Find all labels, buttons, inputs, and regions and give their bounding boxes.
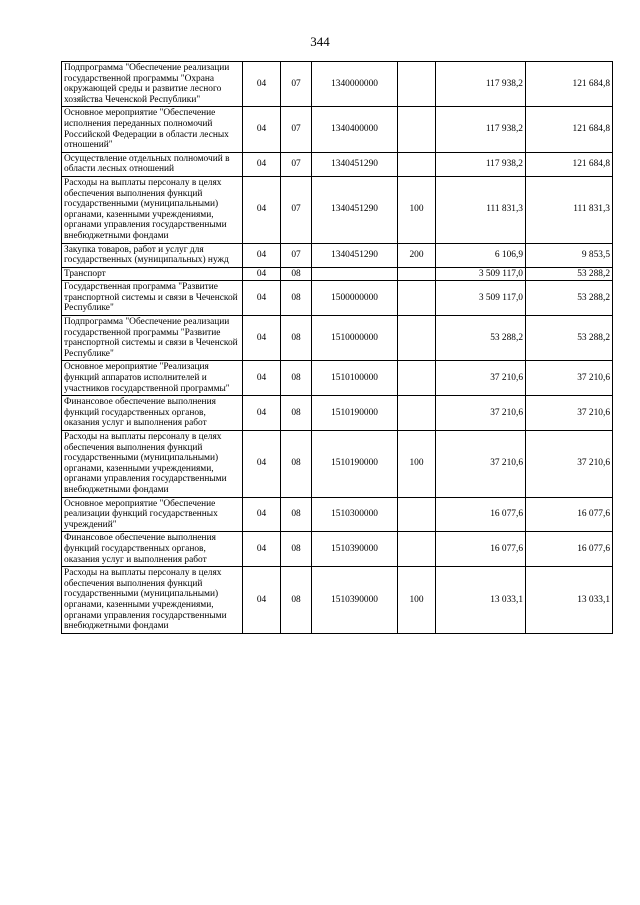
row-expense-type — [398, 361, 436, 396]
row-amount-year-2: 121 684,8 — [526, 107, 613, 152]
row-name: Осуществление отдельных полномочий в области лесных отношений — [62, 152, 243, 176]
row-amount-year-2: 53 288,2 — [526, 267, 613, 281]
row-amount-year-1: 53 288,2 — [436, 316, 526, 361]
row-target-article: 1510000000 — [312, 316, 398, 361]
row-target-article: 1510390000 — [312, 532, 398, 567]
row-amount-year-1: 13 033,1 — [436, 567, 526, 634]
table-row — [62, 243, 613, 267]
row-amount-year-2: 37 210,6 — [526, 431, 613, 498]
row-subsection-code: 08 — [281, 316, 312, 361]
row-subsection-code: 07 — [281, 62, 312, 107]
row-expense-type — [398, 316, 436, 361]
row-section-code: 04 — [243, 176, 281, 243]
row-subsection-code: 08 — [281, 532, 312, 567]
row-expense-type — [398, 62, 436, 107]
row-name: Подпрограмма "Обеспечение реализации государственной программы "Развитие транспортной системы и связи в Чеченской Республике" — [62, 316, 243, 361]
row-section-code: 04 — [243, 316, 281, 361]
row-target-article: 1340451290 — [312, 243, 398, 267]
row-subsection-code: 07 — [281, 107, 312, 152]
row-target-article: 1340400000 — [312, 107, 398, 152]
row-section-code: 04 — [243, 107, 281, 152]
row-subsection-code: 08 — [281, 567, 312, 634]
row-amount-year-2: 111 831,3 — [526, 176, 613, 243]
row-section-code: 04 — [243, 431, 281, 498]
row-amount-year-2: 16 077,6 — [526, 532, 613, 567]
row-amount-year-2: 13 033,1 — [526, 567, 613, 634]
table-row — [62, 152, 613, 176]
row-section-code: 04 — [243, 281, 281, 316]
row-section-code: 04 — [243, 497, 281, 532]
row-amount-year-1: 6 106,9 — [436, 243, 526, 267]
row-name: Транспорт — [62, 267, 243, 281]
row-amount-year-1: 16 077,6 — [436, 532, 526, 567]
row-section-code: 04 — [243, 361, 281, 396]
row-expense-type: 100 — [398, 567, 436, 634]
row-name: Закупка товаров, работ и услуг для государственных (муниципальных) нужд — [62, 243, 243, 267]
row-name: Финансовое обеспечение выполнения функций государственных органов, оказания услуг и выполнения работ — [62, 532, 243, 567]
row-section-code: 04 — [243, 152, 281, 176]
row-name: Государственная программа "Развитие транспортной системы и связи в Чеченской Республике" — [62, 281, 243, 316]
row-subsection-code: 08 — [281, 281, 312, 316]
row-name: Расходы на выплаты персоналу в целях обеспечения выполнения функций государственными (муниципальными) органами, казенными учреждениями, органами управления государственными внебюджетными фондами — [62, 431, 243, 498]
row-amount-year-2: 37 210,6 — [526, 396, 613, 431]
table-row — [62, 361, 613, 396]
row-amount-year-1: 3 509 117,0 — [436, 281, 526, 316]
table-row — [62, 497, 613, 532]
budget-table — [61, 61, 613, 634]
row-name: Основное мероприятие "Обеспечение реализации функций государственных учреждений" — [62, 497, 243, 532]
row-expense-type: 200 — [398, 243, 436, 267]
row-expense-type — [398, 532, 436, 567]
row-expense-type — [398, 152, 436, 176]
row-expense-type — [398, 497, 436, 532]
row-name: Основное мероприятие "Обеспечение исполнения переданных полномочий Российской Федерации в области лесных отношений" — [62, 107, 243, 152]
row-target-article: 1510190000 — [312, 396, 398, 431]
table-row — [62, 107, 613, 152]
row-section-code: 04 — [243, 243, 281, 267]
row-subsection-code: 08 — [281, 497, 312, 532]
row-amount-year-1: 16 077,6 — [436, 497, 526, 532]
table-row — [62, 316, 613, 361]
row-target-article: 1340000000 — [312, 62, 398, 107]
row-amount-year-1: 37 210,6 — [436, 361, 526, 396]
row-expense-type — [398, 107, 436, 152]
row-amount-year-1: 117 938,2 — [436, 62, 526, 107]
row-amount-year-2: 121 684,8 — [526, 62, 613, 107]
row-subsection-code: 08 — [281, 361, 312, 396]
row-amount-year-2: 16 077,6 — [526, 497, 613, 532]
table-row — [62, 396, 613, 431]
table-row — [62, 281, 613, 316]
row-amount-year-1: 37 210,6 — [436, 431, 526, 498]
row-subsection-code: 07 — [281, 243, 312, 267]
row-subsection-code: 08 — [281, 431, 312, 498]
row-amount-year-1: 117 938,2 — [436, 152, 526, 176]
budget-table-body — [62, 62, 613, 634]
row-subsection-code: 08 — [281, 267, 312, 281]
row-name: Финансовое обеспечение выполнения функций государственных органов, оказания услуг и выполнения работ — [62, 396, 243, 431]
row-subsection-code: 08 — [281, 396, 312, 431]
table-row — [62, 267, 613, 281]
table-row — [62, 567, 613, 634]
row-section-code: 04 — [243, 567, 281, 634]
row-amount-year-1: 3 509 117,0 — [436, 267, 526, 281]
row-amount-year-2: 53 288,2 — [526, 316, 613, 361]
row-amount-year-2: 9 853,5 — [526, 243, 613, 267]
row-section-code: 04 — [243, 267, 281, 281]
row-target-article: 1510390000 — [312, 567, 398, 634]
table-row — [62, 176, 613, 243]
row-section-code: 04 — [243, 532, 281, 567]
row-amount-year-1: 111 831,3 — [436, 176, 526, 243]
row-name: Основное мероприятие "Реализация функций аппаратов исполнителей и участников государственной программы" — [62, 361, 243, 396]
row-target-article: 1510300000 — [312, 497, 398, 532]
row-expense-type — [398, 267, 436, 281]
row-target-article: 1510100000 — [312, 361, 398, 396]
row-amount-year-2: 121 684,8 — [526, 152, 613, 176]
row-target-article: 1340451290 — [312, 176, 398, 243]
row-expense-type — [398, 396, 436, 431]
row-amount-year-2: 53 288,2 — [526, 281, 613, 316]
table-row — [62, 62, 613, 107]
row-amount-year-1: 37 210,6 — [436, 396, 526, 431]
row-expense-type: 100 — [398, 431, 436, 498]
row-amount-year-1: 117 938,2 — [436, 107, 526, 152]
table-row — [62, 532, 613, 567]
row-section-code: 04 — [243, 396, 281, 431]
row-name: Расходы на выплаты персоналу в целях обеспечения выполнения функций государственными (муниципальными) органами, казенными учреждениями, органами управления государственными внебюджетными фондами — [62, 176, 243, 243]
row-target-article: 1340451290 — [312, 152, 398, 176]
row-expense-type — [398, 281, 436, 316]
row-target-article — [312, 267, 398, 281]
row-target-article: 1510190000 — [312, 431, 398, 498]
row-expense-type: 100 — [398, 176, 436, 243]
row-amount-year-2: 37 210,6 — [526, 361, 613, 396]
row-name: Расходы на выплаты персоналу в целях обеспечения выполнения функций государственными (муниципальными) органами, казенными учреждениями, органами управления государственными внебюджетными фондами — [62, 567, 243, 634]
page-number: 344 — [310, 34, 330, 49]
row-subsection-code: 07 — [281, 152, 312, 176]
row-subsection-code: 07 — [281, 176, 312, 243]
row-section-code: 04 — [243, 62, 281, 107]
row-target-article: 1500000000 — [312, 281, 398, 316]
row-name: Подпрограмма "Обеспечение реализации государственной программы "Охрана окружающей среды и развитие лесного хозяйства Чеченской Республики" — [62, 62, 243, 107]
table-row — [62, 431, 613, 498]
